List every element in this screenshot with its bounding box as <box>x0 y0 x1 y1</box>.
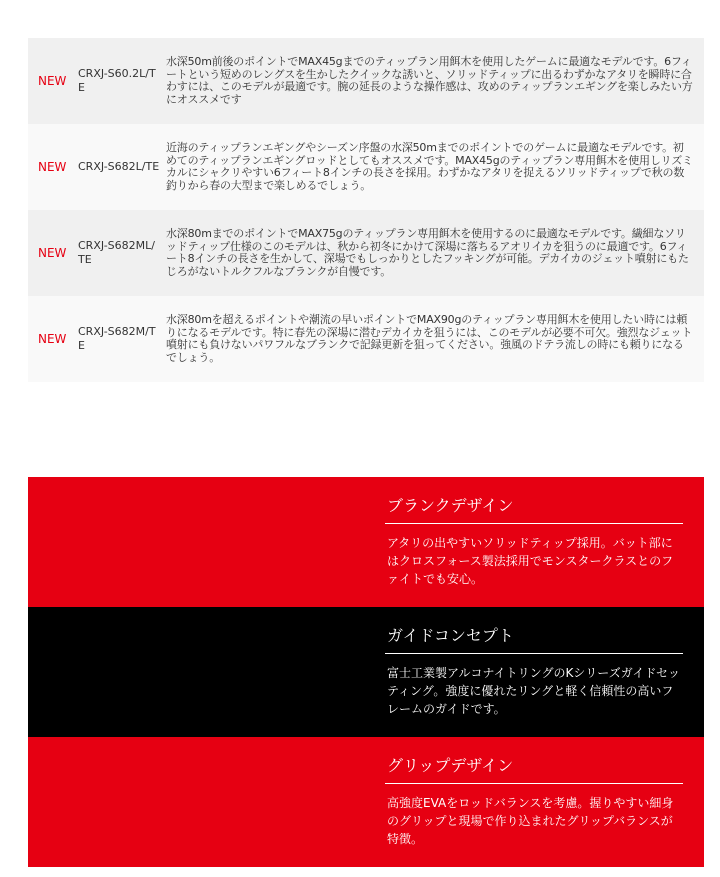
feature-content <box>385 755 683 848</box>
model-code: CRXJ-S682L/TE <box>78 160 160 173</box>
feature-guide-concept <box>28 607 704 737</box>
model-description: 近海のティップランエギングやシーズン序盤の水深50mまでのポイントでのゲームに最適なモデルです。初めてのティップランエギングロッドとしてもオススメです。MAX45gのティップラン専用餌木を使用しリズミカルにシャクリやすい6フィート8インチの長さを採用。わずかなアタリを捉えるソリッドティップで秋の数釣りから春の大型まで楽しめるでしょう。 <box>166 141 693 192</box>
model-row <box>28 296 704 382</box>
model-code: CRXJ-S682ML/TE <box>78 239 155 266</box>
feature-title: ブランクデザイン <box>385 495 683 524</box>
feature-title: ガイドコンセプト <box>385 625 683 654</box>
model-row <box>28 124 704 210</box>
model-list <box>28 38 704 382</box>
new-badge: NEW <box>38 160 67 174</box>
model-description: 水深50m前後のポイントでMAX45gまでのティップラン用餌木を使用したゲームに最適なモデルです。6フィートという短めのレングスを生かしたクイックな誘いと、ソリッドティップに出るわずかなアタリを瞬時に合わすには、このモデルが最適です。腕の延長のような操作感は、攻めのティップランエギングを楽しみたい方にオススメです <box>166 55 693 106</box>
feature-grip-design <box>28 737 704 867</box>
feature-list <box>28 477 704 867</box>
feature-blank-design <box>28 477 704 607</box>
feature-content <box>385 495 683 588</box>
new-badge: NEW <box>38 246 67 260</box>
model-description: 水深80mを超えるポイントや潮流の早いポイントでMAX90gのティップラン専用餌木を使用したい時には頼りになるモデルです。特に春先の深場に潜むデカイカを狙うには、このモデルが必要不可欠。強烈なジェット噴射にも負けないパワフルなブランクで記録更新を狙ってください。強風のドテラ流しの時にも頼りになるでしょう。 <box>166 313 693 364</box>
new-badge: NEW <box>38 332 67 346</box>
feature-text: アタリの出やすいソリッドティップ採用。バット部にはクロスフォース製法採用でモンスタークラスとのファイトでも安心。 <box>387 536 674 586</box>
model-row <box>28 210 704 296</box>
new-badge: NEW <box>38 74 67 88</box>
model-code: CRXJ-S682M/TE <box>78 325 156 352</box>
feature-text: 富士工業製アルコナイトリングのKシリーズガイドセッティング。強度に優れたリングと軽く信頼性の高いフレームのガイドです。 <box>387 666 680 716</box>
model-row <box>28 38 704 124</box>
model-description: 水深80mまでのポイントでMAX75gのティップラン専用餌木を使用するのに最適なモデルです。繊細なソリッドティップ仕様のこのモデルは、秋から初冬にかけて深場に落ちるアオリイカを狙うのに最適です。6フィート8インチの長さを生かして、深場でもしっかりとしたフッキングが可能。デカイカのジェット噴射にもたじろがないトルクフルなブランクが自慢です。 <box>166 227 689 278</box>
feature-text: 高強度EVAをロッドバランスを考慮。握りやすい細身のグリップと現場で作り込まれたグリップバランスが特徴。 <box>387 796 674 846</box>
feature-title: グリップデザイン <box>385 755 683 784</box>
feature-content <box>385 625 683 718</box>
model-code: CRXJ-S60.2L/TE <box>78 67 156 94</box>
